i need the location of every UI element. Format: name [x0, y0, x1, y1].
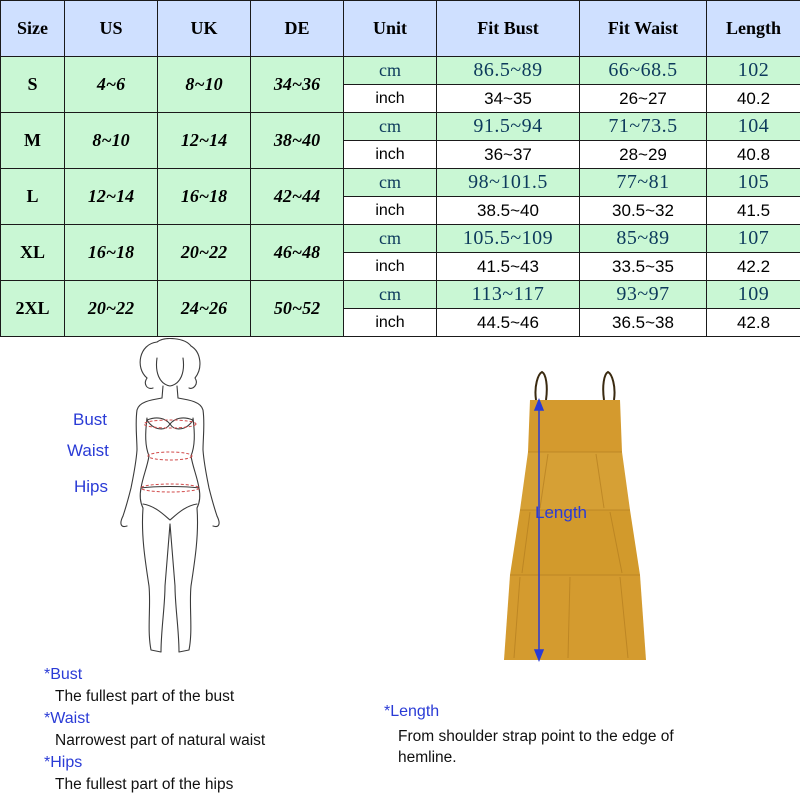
waist-definition-text: Narrowest part of natural waist	[55, 732, 266, 749]
de-size-cell: 50~52	[251, 281, 344, 337]
unit-cell: inch	[344, 85, 437, 113]
bust-definition-text: The fullest part of the bust	[55, 688, 235, 705]
bust-definition-heading: *Bust	[44, 666, 83, 683]
bust-cell: 38.5~40	[437, 197, 580, 225]
size-cell: M	[1, 113, 65, 169]
uk-size-cell: 12~14	[158, 113, 251, 169]
waist-cell: 26~27	[580, 85, 707, 113]
table-row	[1, 281, 800, 309]
waist-cell: 93~97	[580, 281, 707, 309]
length-cell: 102	[707, 57, 800, 85]
uk-size-cell: 16~18	[158, 169, 251, 225]
header-fit-waist: Fit Waist	[580, 1, 707, 57]
table-row	[1, 169, 800, 197]
bust-cell: 105.5~109	[437, 225, 580, 253]
length-definition-text-line1: From shoulder strap point to the edge of	[398, 728, 674, 745]
length-cell: 109	[707, 281, 800, 309]
unit-cell: inch	[344, 309, 437, 337]
waist-definition-heading: *Waist	[44, 710, 90, 727]
length-cell: 40.8	[707, 141, 800, 169]
bust-cell: 86.5~89	[437, 57, 580, 85]
figure-label-hips: Hips	[74, 477, 109, 496]
unit-cell: inch	[344, 141, 437, 169]
size-cell: S	[1, 57, 65, 113]
us-size-cell: 4~6	[65, 57, 158, 113]
waist-cell: 28~29	[580, 141, 707, 169]
bust-cell: 36~37	[437, 141, 580, 169]
uk-size-cell: 24~26	[158, 281, 251, 337]
bust-cell: 44.5~46	[437, 309, 580, 337]
unit-cell: cm	[344, 281, 437, 309]
length-cell: 105	[707, 169, 800, 197]
header-size: Size	[1, 1, 65, 57]
waist-cell: 36.5~38	[580, 309, 707, 337]
length-cell: 42.8	[707, 309, 800, 337]
bust-cell: 41.5~43	[437, 253, 580, 281]
header-row	[1, 1, 800, 57]
waist-cell: 66~68.5	[580, 57, 707, 85]
bust-cell: 34~35	[437, 85, 580, 113]
size-cell: 2XL	[1, 281, 65, 337]
header-fit-bust: Fit Bust	[437, 1, 580, 57]
bust-cell: 113~117	[437, 281, 580, 309]
header-unit: Unit	[344, 1, 437, 57]
de-size-cell: 42~44	[251, 169, 344, 225]
dress-label-length: Length	[535, 503, 587, 522]
de-size-cell: 38~40	[251, 113, 344, 169]
us-size-cell: 16~18	[65, 225, 158, 281]
unit-cell: cm	[344, 57, 437, 85]
length-cell: 42.2	[707, 253, 800, 281]
header-de: DE	[251, 1, 344, 57]
length-cell: 107	[707, 225, 800, 253]
size-chart-table	[0, 0, 800, 337]
hips-definition-heading: *Hips	[44, 754, 83, 771]
table-row	[1, 57, 800, 85]
length-definition-text-line2: hemline.	[398, 749, 457, 766]
header-us: US	[65, 1, 158, 57]
unit-cell: cm	[344, 113, 437, 141]
size-cell: L	[1, 169, 65, 225]
header-length: Length	[707, 1, 800, 57]
de-size-cell: 46~48	[251, 225, 344, 281]
length-cell: 41.5	[707, 197, 800, 225]
unit-cell: inch	[344, 253, 437, 281]
length-definition-heading: *Length	[384, 703, 440, 720]
table-row	[1, 113, 800, 141]
length-cell: 104	[707, 113, 800, 141]
figure-label-waist: Waist	[67, 441, 109, 460]
header-uk: UK	[158, 1, 251, 57]
uk-size-cell: 8~10	[158, 57, 251, 113]
waist-cell: 71~73.5	[580, 113, 707, 141]
waist-cell: 85~89	[580, 225, 707, 253]
waist-cell: 77~81	[580, 169, 707, 197]
unit-cell: cm	[344, 225, 437, 253]
hips-definition-text: The fullest part of the hips	[55, 776, 234, 793]
waist-cell: 33.5~35	[580, 253, 707, 281]
body-figure-illustration	[95, 338, 245, 658]
de-size-cell: 34~36	[251, 57, 344, 113]
bust-cell: 98~101.5	[437, 169, 580, 197]
us-size-cell: 20~22	[65, 281, 158, 337]
table-row	[1, 225, 800, 253]
size-cell: XL	[1, 225, 65, 281]
length-cell: 40.2	[707, 85, 800, 113]
us-size-cell: 8~10	[65, 113, 158, 169]
unit-cell: cm	[344, 169, 437, 197]
waist-cell: 30.5~32	[580, 197, 707, 225]
bust-cell: 91.5~94	[437, 113, 580, 141]
us-size-cell: 12~14	[65, 169, 158, 225]
uk-size-cell: 20~22	[158, 225, 251, 281]
figure-label-bust: Bust	[73, 410, 108, 429]
unit-cell: inch	[344, 197, 437, 225]
